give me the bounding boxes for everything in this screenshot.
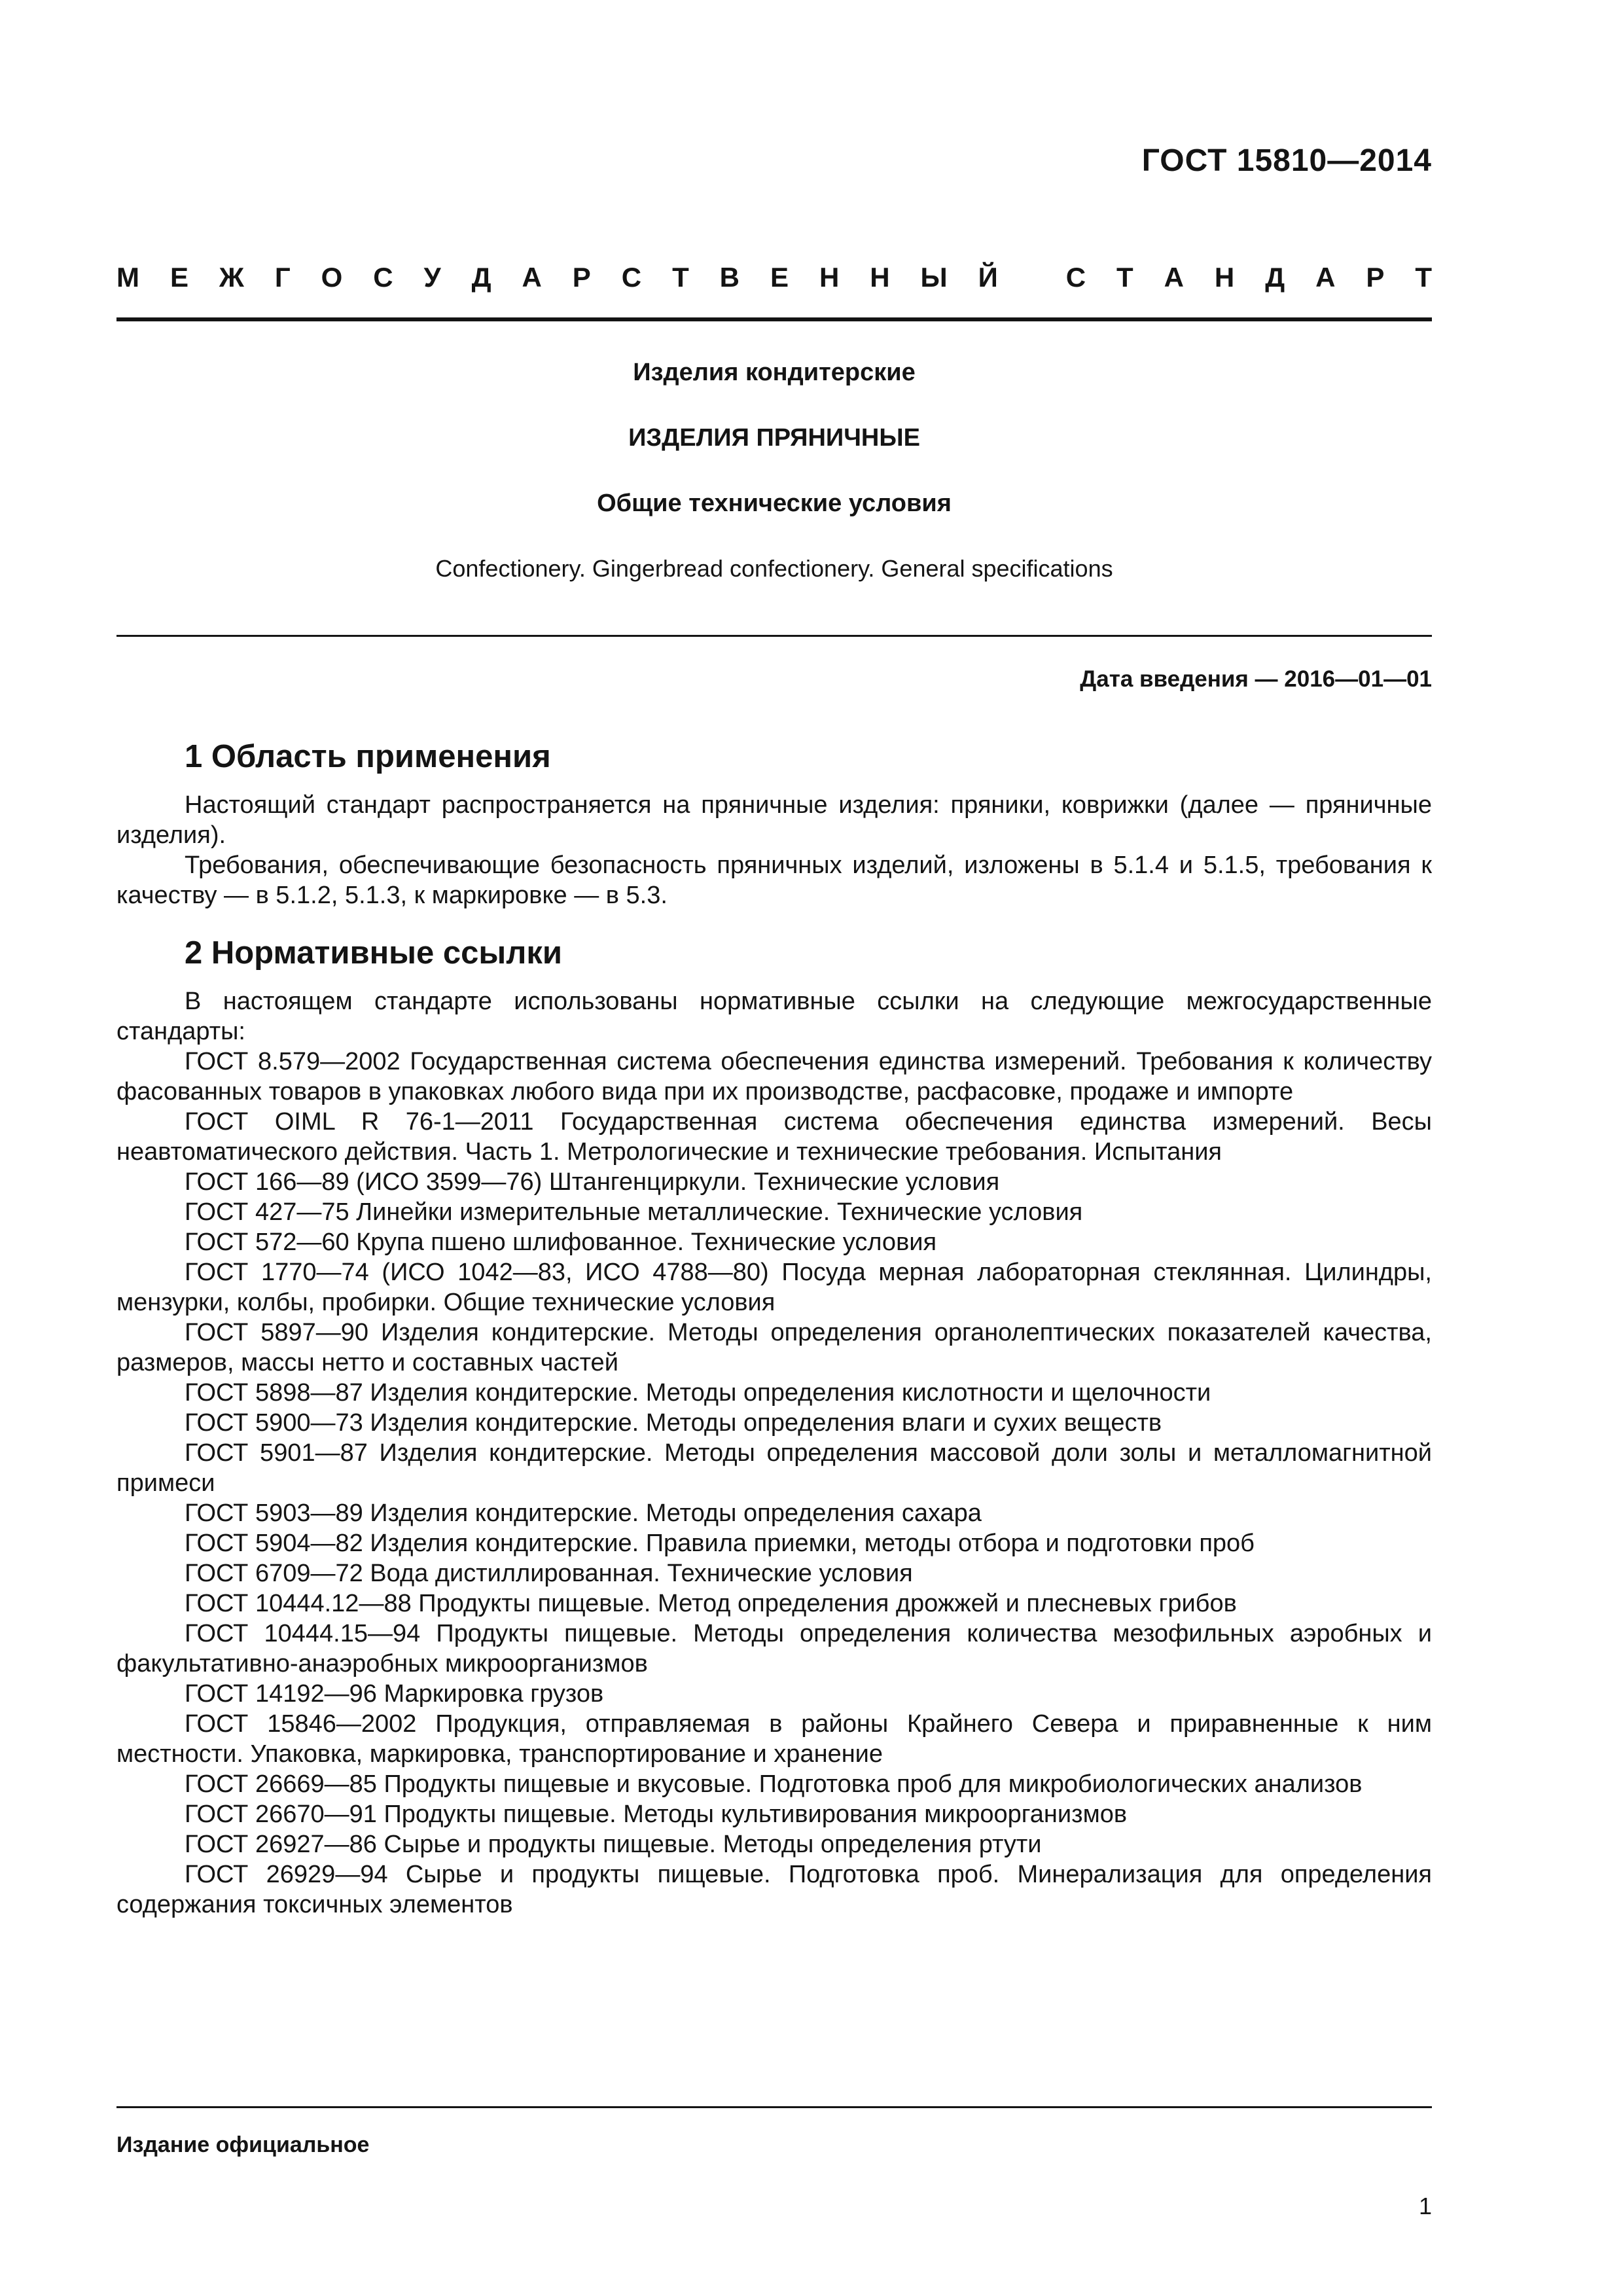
- title-name: ИЗДЕЛИЯ ПРЯНИЧНЫЕ: [628, 424, 920, 452]
- heading-letter: Н: [1214, 262, 1235, 293]
- section-2-heading: 2 Нормативные ссылки: [185, 935, 562, 971]
- reference-item: ГОСТ 6709—72 Вода дистиллированная. Технические условия: [185, 1560, 913, 1587]
- heading-letter: Ы: [920, 262, 948, 293]
- reference-item: ГОСТ 5903—89 Изделия кондитерские. Методы определения сахара: [185, 1499, 982, 1527]
- heading-letter: А: [522, 262, 542, 293]
- paragraph: В настоящем стандарте использованы нормативные ссылки на следующие межгосударственные стандарты:: [116, 988, 1432, 1045]
- footer-rule: [116, 2106, 1432, 2108]
- section-2-body: [116, 986, 1432, 1920]
- heading-letter: Д: [1265, 262, 1285, 293]
- reference-item: ГОСТ 8.579—2002 Государственная система обеспечения единства измерений. Требования к количеству фасованных товаров в упаковках любого вида при их производстве, расфасовке, продаже и импорте: [116, 1048, 1432, 1105]
- reference-item: ГОСТ 10444.15—94 Продукты пищевые. Методы определения количества мезофильных аэробных и факультативно-анаэробных микроорганизмов: [116, 1620, 1432, 1677]
- heading-letter: С: [621, 262, 642, 293]
- page-number: 1: [1418, 2193, 1432, 2219]
- reference-item: ГОСТ 26670—91 Продукты пищевые. Методы культивирования микроорганизмов: [185, 1801, 1128, 1828]
- reference-item: ГОСТ OIML R 76-1—2011 Государственная система обеспечения единства измерений. Весы неавтоматического действия. Часть 1. Метрологические и технические требования. Испытания: [116, 1108, 1432, 1166]
- introduction-date: Дата введения — 2016—01—01: [1080, 666, 1432, 692]
- title-group: Изделия кондитерские: [633, 359, 916, 386]
- reference-item: ГОСТ 5901—87 Изделия кондитерские. Методы определения массовой доли золы и металломагнитной примеси: [116, 1439, 1432, 1497]
- reference-item: ГОСТ 5900—73 Изделия кондитерские. Методы определения влаги и сухих веществ: [185, 1409, 1162, 1437]
- heading-letter: А: [1315, 262, 1336, 293]
- heading-letter: О: [321, 262, 343, 293]
- heading-letter: Е: [770, 262, 789, 293]
- paragraph: Требования, обеспечивающие безопасность пряничных изделий, изложены в 5.1.4 и 5.1.5, требования к качеству — в 5.1.2, 5.1.3, к маркировке — в 5.3.: [116, 852, 1432, 909]
- heading-letter: Й: [978, 262, 998, 293]
- heading-letter: Ж: [219, 262, 244, 293]
- heading-letter: Д: [471, 262, 491, 293]
- letter-gap: [1029, 262, 1035, 293]
- heading-letter: В: [719, 262, 740, 293]
- reference-item: ГОСТ 166—89 (ИСО 3599—76) Штангенциркули. Технические условия: [185, 1168, 1000, 1196]
- heading-letter: Т: [1116, 262, 1133, 293]
- section-1-body: [116, 790, 1432, 910]
- reference-item: ГОСТ 26669—85 Продукты пищевые и вкусовые. Подготовка проб для микробиологических анализов: [185, 1770, 1363, 1798]
- heading-letter: Н: [819, 262, 840, 293]
- header-rule: [116, 317, 1432, 321]
- heading-letter: Н: [870, 262, 890, 293]
- reference-item: ГОСТ 10444.12—88 Продукты пищевые. Метод определения дрожжей и плесневых грибов: [185, 1590, 1237, 1617]
- standard-kind-heading: [116, 262, 1432, 293]
- heading-letter: Т: [1415, 262, 1432, 293]
- heading-letter: М: [116, 262, 139, 293]
- heading-letter: А: [1164, 262, 1184, 293]
- heading-letter: С: [373, 262, 393, 293]
- reference-item: ГОСТ 15846—2002 Продукция, отправляемая в районы Крайнего Севера и приравненные к ним местности. Упаковка, маркировка, транспортирование и хранение: [116, 1710, 1432, 1768]
- heading-letter: Р: [1366, 262, 1385, 293]
- reference-item: ГОСТ 1770—74 (ИСО 1042—83, ИСО 4788—80) Посуда мерная лабораторная стеклянная. Цилиндры, мензурки, колбы, пробирки. Общие технические условия: [116, 1259, 1432, 1316]
- reference-item: ГОСТ 5904—82 Изделия кондитерские. Правила приемки, методы отбора и подготовки проб: [185, 1530, 1255, 1557]
- reference-item: ГОСТ 26927—86 Сырье и продукты пищевые. Методы определения ртути: [185, 1831, 1042, 1858]
- reference-item: ГОСТ 427—75 Линейки измерительные металлические. Технические условия: [185, 1198, 1083, 1226]
- heading-letter: С: [1065, 262, 1086, 293]
- official-edition-label: Издание официальное: [116, 2132, 370, 2157]
- heading-letter: Г: [274, 262, 291, 293]
- title-subtitle: Общие технические условия: [597, 490, 952, 517]
- heading-letter: Р: [572, 262, 591, 293]
- section-1-heading: 1 Область применения: [185, 739, 551, 774]
- title-english: Confectionery. Gingerbread confectionery. General specifications: [435, 555, 1113, 582]
- reference-item: ГОСТ 14192—96 Маркировка грузов: [185, 1680, 604, 1708]
- heading-letter: Т: [672, 262, 689, 293]
- paragraph: Настоящий стандарт распространяется на пряничные изделия: пряники, коврижки (далее — пряничные изделия).: [116, 791, 1432, 849]
- heading-letter: Е: [169, 262, 188, 293]
- reference-item: ГОСТ 26929—94 Сырье и продукты пищевые. Подготовка проб. Минерализация для определения содержания токсичных элементов: [116, 1861, 1432, 1918]
- document-code: ГОСТ 15810—2014: [1141, 143, 1432, 178]
- title-rule: [116, 635, 1432, 637]
- reference-item: ГОСТ 5898—87 Изделия кондитерские. Методы определения кислотности и щелочности: [185, 1379, 1211, 1407]
- reference-item: ГОСТ 5897—90 Изделия кондитерские. Методы определения органолептических показателей качества, размеров, массы нетто и составных частей: [116, 1319, 1432, 1376]
- heading-letter: У: [423, 262, 441, 293]
- reference-item: ГОСТ 572—60 Крупа пшено шлифованное. Технические условия: [185, 1229, 937, 1256]
